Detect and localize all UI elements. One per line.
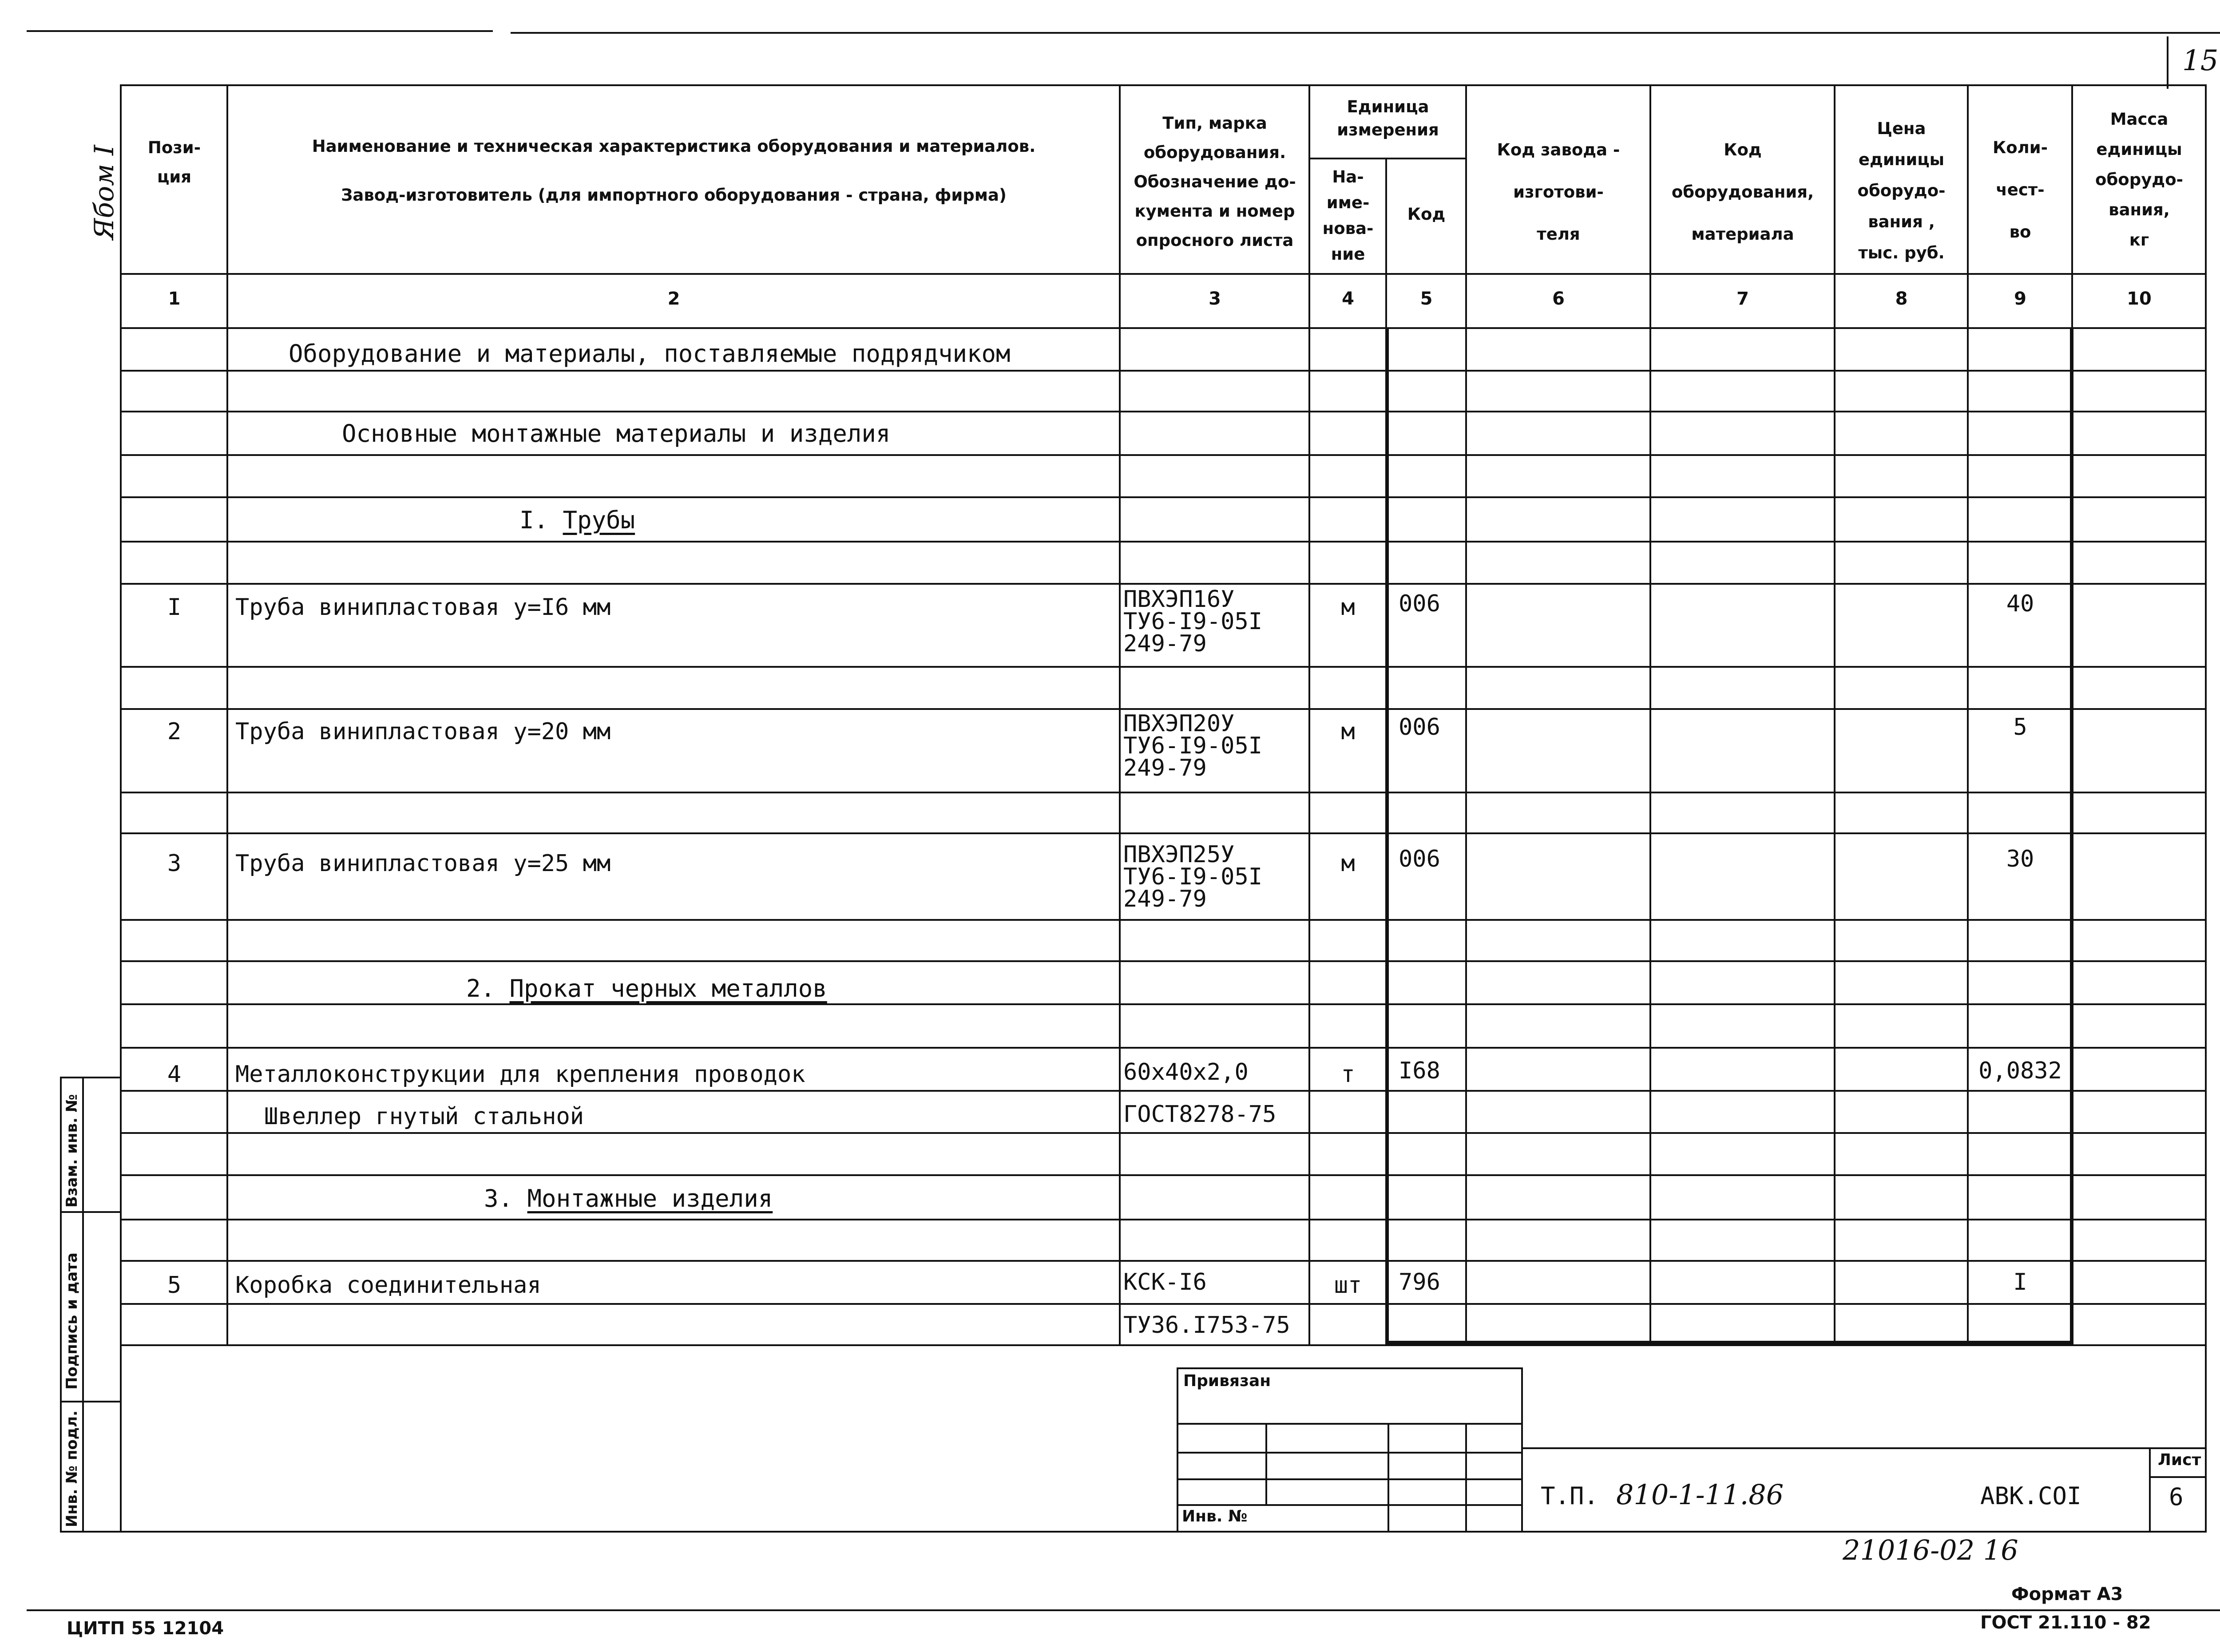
footer-line xyxy=(27,1609,2220,1611)
row2-unit: м xyxy=(1341,718,1355,745)
row3-name: Труба винипластовая у=25 мм xyxy=(235,850,611,877)
row-line xyxy=(120,370,2207,372)
colnum-8: 8 xyxy=(1895,289,1908,309)
side-col-split1 xyxy=(60,1211,120,1213)
header-type: Тип, марка оборудования. Обозначение до- кумента и номер опросного листа xyxy=(1134,114,1296,250)
titleblock-sheet-split xyxy=(2149,1476,2205,1478)
row2-type: ПВХЭП20У ТУ6-I9-05I 249-79 xyxy=(1123,710,1263,781)
side-handwriting: Ябом I xyxy=(89,145,120,240)
col-line xyxy=(1465,84,1467,1346)
row1-pos: I xyxy=(167,594,182,621)
row-line xyxy=(120,454,2207,456)
gost-label: ГОСТ 21.110 - 82 xyxy=(1980,1612,2151,1633)
top-line-left xyxy=(27,30,493,32)
header-equip-code: Код оборудования, материала xyxy=(1671,140,1814,244)
header-unit-code: Код xyxy=(1407,205,1446,224)
sheet-number: 6 xyxy=(2169,1483,2184,1511)
side-label-vzam: Взам. инв. № xyxy=(63,1094,81,1208)
row4-qty: 0,0832 xyxy=(1978,1058,2062,1084)
row1-code: 006 xyxy=(1399,590,1440,617)
row4-pos: 4 xyxy=(167,1061,182,1088)
row2-qty: 5 xyxy=(2013,714,2027,741)
header-plant-code: Код завода - изготови- теля xyxy=(1497,140,1620,244)
header-qty: Коли- чест- во xyxy=(1992,138,2048,242)
stamp-line xyxy=(1177,1504,1523,1506)
row-line xyxy=(120,1303,2207,1305)
row-line xyxy=(120,1047,2207,1049)
row-line xyxy=(120,496,2207,498)
col-line xyxy=(1967,84,1969,1346)
row1-unit: м xyxy=(1341,594,1355,621)
row4-name2: Швеллер гнутый стальной xyxy=(264,1103,584,1130)
side-col-mid xyxy=(82,1077,84,1533)
row-line xyxy=(120,792,2207,793)
row-line xyxy=(120,666,2207,668)
row5-code: 796 xyxy=(1399,1269,1440,1295)
row1-type: ПВХЭП16У ТУ6-I9-05I 249-79 xyxy=(1123,586,1263,657)
col-line xyxy=(1649,84,1651,1346)
doc-code: АВК.СОI xyxy=(1980,1482,2081,1510)
row5-pos: 5 xyxy=(167,1272,182,1299)
section-heading-metal: 2. Прокат черных металлов xyxy=(466,975,827,1002)
colnum-9: 9 xyxy=(2014,289,2026,309)
col-line xyxy=(226,84,228,1346)
header-bottom xyxy=(120,273,2207,275)
colnum-2: 2 xyxy=(667,289,680,309)
stamp-vline xyxy=(1388,1423,1389,1531)
row-line xyxy=(120,1260,2207,1262)
handwritten-page-number: 15 xyxy=(2182,44,2219,77)
stamp-privyazan-left xyxy=(1177,1367,1178,1531)
bold-col-line xyxy=(2070,327,2073,1346)
row4-unit: т xyxy=(1341,1061,1355,1088)
frame-bottom xyxy=(120,1531,2207,1533)
col-line xyxy=(1308,84,1310,1346)
doc-number: 810-1-11.86 xyxy=(1616,1478,1784,1511)
stamp-vline xyxy=(1265,1423,1267,1505)
row-line xyxy=(120,583,2207,585)
frame-left xyxy=(120,84,122,1533)
row3-qty: 30 xyxy=(2006,846,2034,872)
section-heading-pipes: I. Трубы xyxy=(519,506,635,534)
col-line xyxy=(1834,84,1835,1346)
header-unit-name: На- име- нова- ние xyxy=(1322,167,1374,264)
row5-qty: I xyxy=(2013,1269,2027,1295)
row4-type: 60х40х2,0 xyxy=(1123,1059,1249,1085)
stamp-vline xyxy=(1465,1423,1467,1531)
row4-code: I68 xyxy=(1399,1058,1440,1084)
side-label-inv: Инв. № подл. xyxy=(63,1410,81,1527)
pagebox-left xyxy=(2167,36,2168,89)
stamp-privyazan-label: Привязан xyxy=(1183,1372,1271,1390)
row-line xyxy=(120,1090,2207,1092)
stamp-inv-label: Инв. № xyxy=(1182,1507,1248,1525)
row3-code: 006 xyxy=(1399,846,1440,872)
row3-pos: 3 xyxy=(167,850,182,877)
section-heading-materials: Основные монтажные материалы и изделия xyxy=(342,420,891,448)
row5-unit: шт xyxy=(1334,1272,1362,1299)
doc-prefix: Т.П. xyxy=(1541,1482,1599,1510)
row-line xyxy=(120,1003,2207,1005)
sheet-label: Лист xyxy=(2158,1451,2201,1469)
titleblock-top xyxy=(1521,1447,2205,1449)
side-col-split2 xyxy=(60,1401,120,1402)
header-price: Цена единицы оборудо- вания , тыс. руб. xyxy=(1857,119,1946,262)
stamp-line xyxy=(1177,1423,1523,1425)
row2-name: Труба винипластовая у=20 мм xyxy=(235,718,611,745)
table-bottom xyxy=(120,1344,2207,1346)
row-line xyxy=(120,1174,2207,1176)
unit-split-line xyxy=(1310,158,1465,159)
row-line xyxy=(120,832,2207,834)
row3-unit: м xyxy=(1341,850,1355,877)
row-line xyxy=(120,1219,2207,1220)
row1-name: Труба винипластовая у=I6 мм xyxy=(235,594,611,621)
row-line xyxy=(120,1132,2207,1134)
row-line xyxy=(120,541,2207,543)
row2-code: 006 xyxy=(1399,714,1440,741)
stamp-privyazan-top xyxy=(1177,1367,1523,1369)
titleblock-sheet-line xyxy=(2149,1447,2151,1531)
colnum-3: 3 xyxy=(1209,289,1221,309)
top-line-right xyxy=(511,32,2220,34)
row3-type: ПВХЭП25У ТУ6-I9-05I 249-79 xyxy=(1123,841,1263,912)
side-col-top xyxy=(60,1077,120,1078)
frame-top xyxy=(120,84,2207,86)
header-pos: Пози- ция xyxy=(147,138,201,186)
row-line xyxy=(120,919,2207,921)
header-mass: Масса единицы оборудо- вания, кг xyxy=(2095,110,2183,250)
side-label-podpis: Подпись и дата xyxy=(63,1252,81,1390)
bold-col-line xyxy=(1385,327,1389,1346)
frame-right xyxy=(2205,84,2207,1533)
citp-label: ЦИТП 55 12104 xyxy=(67,1618,224,1639)
colnum-7: 7 xyxy=(1736,289,1749,309)
stamp-privyazan-right xyxy=(1521,1367,1523,1531)
side-col-bottom xyxy=(60,1531,120,1533)
stamp-line xyxy=(1177,1452,1523,1454)
col-line xyxy=(1119,84,1121,1346)
colnum-5: 5 xyxy=(1420,289,1433,309)
bold-bottom-line xyxy=(1385,1341,2073,1344)
side-col-left xyxy=(60,1077,62,1533)
colnum-4: 4 xyxy=(1342,289,1354,309)
section-heading-supplier: Оборудование и материалы, поставляемые подрядчиком xyxy=(289,340,1011,368)
row5-type: КСК-I6 xyxy=(1123,1269,1207,1295)
row5-type2: ТУ36.I753-75 xyxy=(1123,1312,1290,1339)
row-line xyxy=(120,708,2207,710)
row-line xyxy=(120,411,2207,412)
handwritten-bottom-number: 21016-02 16 xyxy=(1843,1534,2018,1566)
row5-name: Коробка соединительная xyxy=(235,1272,541,1299)
row4-type2: ГОСТ8278-75 xyxy=(1123,1101,1276,1128)
colnum-6: 6 xyxy=(1552,289,1565,309)
header-name: Наименование и техническая характеристика оборудования и материалов. Завод-изготовитель (для импортного оборудования - страна, фирма) xyxy=(312,137,1036,205)
colnum-bottom xyxy=(120,327,2207,329)
section-heading-mounting: 3. Монтажные изделия xyxy=(484,1185,773,1212)
header-unit: Единица измерения xyxy=(1337,97,1439,139)
row4-name: Металлоконструкции для крепления проводок xyxy=(235,1061,805,1088)
colnum-10: 10 xyxy=(2127,289,2152,309)
row-line xyxy=(120,960,2207,962)
format-label: Формат А3 xyxy=(2011,1584,2123,1604)
row2-pos: 2 xyxy=(167,718,182,745)
colnum-1: 1 xyxy=(168,289,181,309)
stamp-line xyxy=(1177,1478,1523,1480)
row1-qty: 40 xyxy=(2006,590,2034,617)
